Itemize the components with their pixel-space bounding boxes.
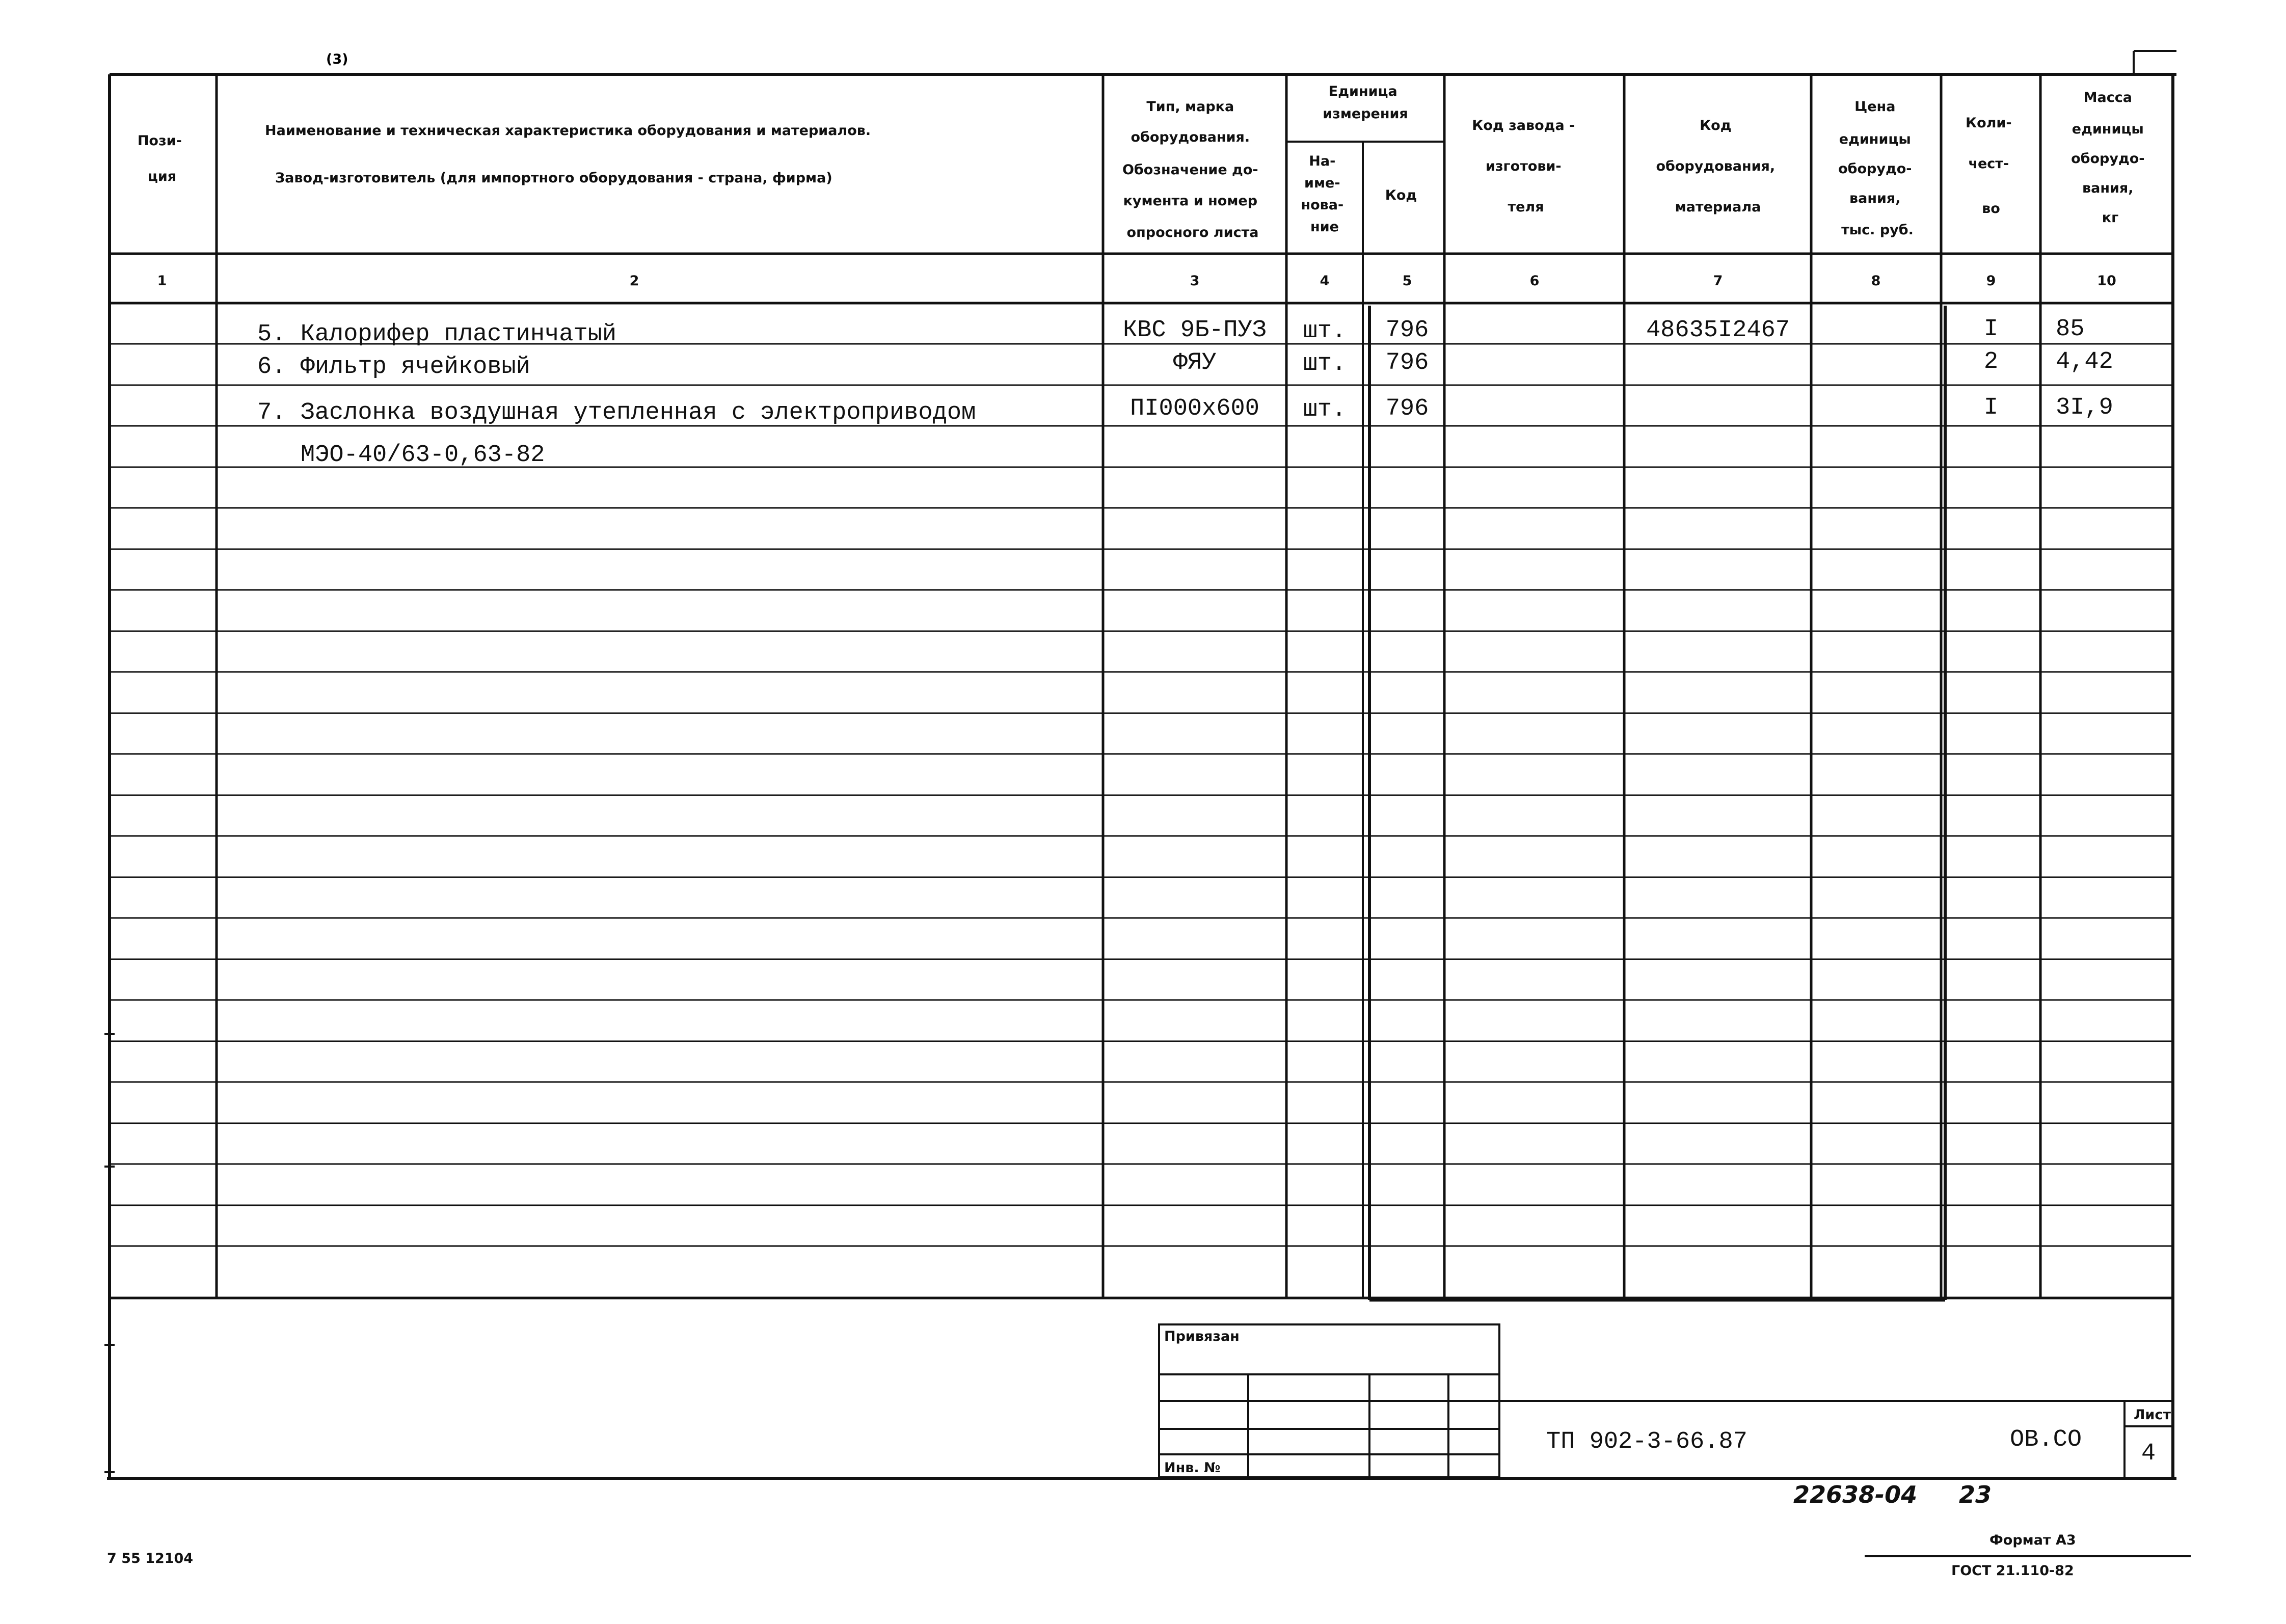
column-number: 9	[1986, 273, 1996, 289]
column-dividers	[217, 74, 2040, 1298]
unit-code: 796	[1385, 395, 1429, 422]
table-frame	[107, 51, 2176, 1478]
column-number: 6	[1529, 273, 1540, 289]
header-quantity: Коли- чест- во	[1966, 115, 2012, 216]
mass: 85	[2056, 316, 2085, 343]
unit-code: 796	[1385, 317, 1429, 344]
quantity: 2	[1983, 348, 1999, 375]
document-designation: ТП 902-3-66.87	[1546, 1428, 1747, 1455]
header-unit-name: На- име- нова- ние	[1301, 153, 1344, 235]
stamp-inventory-number: Инв. №	[1164, 1460, 1221, 1476]
quantity: I	[1983, 316, 1999, 343]
mass: 4,42	[2056, 348, 2113, 375]
header-equipment-code: Код оборудования, материала	[1656, 118, 1776, 215]
header-unit-code: Код	[1385, 187, 1417, 203]
table-row	[301, 442, 545, 469]
bold-block-outline	[1369, 306, 1945, 1300]
quantity: I	[1983, 394, 1999, 421]
column-number: 1	[157, 273, 167, 289]
column-number: 7	[1713, 273, 1723, 289]
gost-reference: ГОСТ 21.110-82	[1951, 1563, 2074, 1579]
unit-name: шт.	[1303, 318, 1347, 345]
table-header	[138, 84, 2149, 240]
sheet-number: 4	[2141, 1440, 2156, 1467]
item-type: ПI000х600	[1130, 395, 1259, 422]
column-number: 3	[1190, 273, 1200, 289]
header-name: Наименование и техническая характеристика оборудования и материалов. Завод-изготовитель (для импортного оборудования - страна, фирма)	[265, 123, 871, 186]
header-type: Тип, марка оборудования. Обозначение до- кумента и номер опросного листа	[1122, 99, 1259, 240]
column-number: 2	[629, 273, 639, 289]
column-number: 5	[1402, 273, 1412, 289]
item-name: 7. Заслонка воздушная утепленная с электроприводом	[257, 399, 976, 426]
unit-name: шт.	[1303, 350, 1347, 377]
archive-number: 22638-04	[1793, 1481, 1918, 1508]
section-code: ОВ.СО	[2010, 1426, 2082, 1453]
stamp-privyazan: Привязан	[1164, 1329, 1240, 1344]
equipment-code: 48635I2467	[1646, 317, 1790, 344]
mass: 3I,9	[2056, 394, 2113, 421]
header-mass: Масса единицы оборудо- вания, кг	[2071, 90, 2145, 226]
row-lines	[110, 344, 2173, 1246]
top-mark: (3)	[326, 51, 348, 67]
table-body	[257, 316, 2113, 469]
table-row	[257, 394, 2113, 426]
format-label: Формат А3	[1989, 1532, 2076, 1548]
item-type: КВС 9Б-ПУЗ	[1122, 317, 1267, 344]
column-number: 8	[1871, 273, 1881, 289]
print-code: 7 55 12104	[107, 1551, 194, 1566]
column-number: 10	[2097, 273, 2116, 289]
table-row	[257, 348, 2113, 381]
column-number: 4	[1320, 273, 1330, 289]
header-plant-code: Код завода - изготови- теля	[1472, 118, 1575, 215]
binding-stamp	[1159, 1324, 1499, 1477]
page-number: 23	[1959, 1481, 1992, 1508]
sheet-label: Лист	[2134, 1407, 2171, 1423]
column-number-row	[157, 273, 2116, 289]
unit-name: шт.	[1303, 396, 1347, 423]
unit-code: 796	[1385, 349, 1429, 376]
item-name: МЭО-40/63-0,63-82	[301, 442, 545, 469]
item-name: 6. Фильтр ячейковый	[257, 354, 530, 381]
header-price: Цена единицы оборудо- вания, тыс. руб.	[1838, 99, 1914, 238]
item-type: ФЯУ	[1173, 349, 1217, 376]
header-unit-group: Единица измерения	[1323, 84, 1408, 122]
item-name: 5. Калорифер пластинчатый	[257, 321, 617, 348]
header-position: Пози- ция	[137, 133, 182, 184]
